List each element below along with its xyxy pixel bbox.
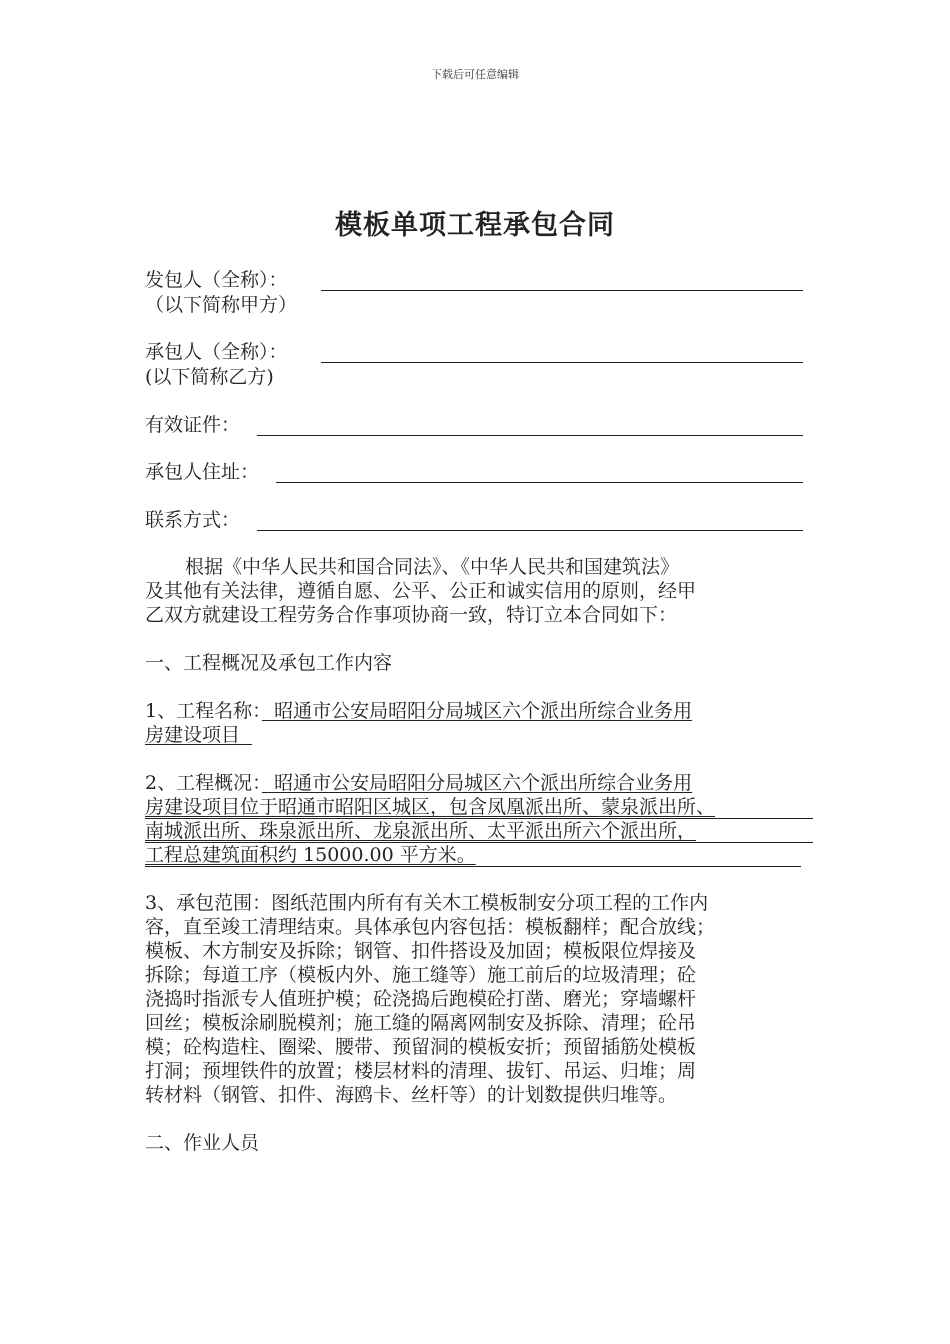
id-label: 有效证件： [145, 414, 241, 436]
scope-line: 打洞；预埋铁件的放置；楼层材料的清理、拔钉、吊运、归堆；周 [145, 1060, 697, 1082]
scope-line: 转材料（钢管、扣件、海鸥卡、丝杆等）的计划数提供归堆等。 [145, 1084, 678, 1106]
contact-label: 联系方式： [145, 509, 241, 531]
employer-blank-line [321, 290, 803, 291]
scope-line: 拆除；每道工序（模板内外、施工缝等）施工前后的垃圾清理；砼 [145, 964, 697, 986]
address-label: 承包人住址： [145, 461, 260, 483]
scope-line: 3、承包范围：图纸范围内所有有关木工模板制安分项工程的工作内 [145, 892, 709, 914]
contact-blank-line [257, 530, 803, 531]
address-blank-line [276, 482, 803, 483]
contract-title: 模板单项工程承包合同 [335, 210, 615, 241]
employer-label: 发包人（全称）： [145, 269, 288, 291]
contractor-alias: (以下简称乙方) [145, 366, 274, 388]
scope-line: 模；砼构造柱、圈梁、腰带、预留洞的模板安折；预留插筋处模板 [145, 1036, 697, 1058]
underline-extension [145, 866, 801, 867]
item1-label: 1、工程名称： [145, 700, 272, 722]
project-overview-value: 南城派出所、珠泉派出所、龙泉派出所、太平派出所六个派出所， [145, 820, 697, 842]
page-header-note: 下载后可任意编辑 [431, 68, 519, 81]
id-blank-line [257, 435, 803, 436]
scope-line: 容，直至竣工清理结束。具体承包内容包括：模板翻样；配合放线； [145, 916, 716, 938]
contractor-blank-line [321, 362, 803, 363]
preamble-line: 根据《中华人民共和国合同法》、《中华人民共和国建筑法》 [185, 556, 680, 578]
section-heading: 一、工程概况及承包工作内容 [145, 652, 393, 674]
project-name-value: 房建设项目 [145, 724, 253, 746]
project-name-value: 昭通市公安局昭阳分局城区六个派出所综合业务用 [262, 700, 693, 722]
scope-line: 回丝；模板涂刷脱模剂；施工缝的隔离网制安及拆除、清理；砼吊 [145, 1012, 697, 1034]
project-overview-value: 房建设项目位于昭通市昭阳区城区，包含凤凰派出所、蒙泉派出所、 [145, 796, 716, 818]
scope-line: 浇捣时指派专人值班护模；砼浇捣后跑模砼打凿、磨光；穿墙螺杆 [145, 988, 697, 1010]
item2-label: 2、工程概况： [145, 772, 272, 794]
project-overview-value: 工程总建筑面积约 15000.00 平方米。 [145, 844, 476, 866]
scope-line: 模板、木方制安及拆除；钢管、扣件搭设及加固；模板限位焊接及 [145, 940, 697, 962]
preamble-line: 及其他有关法律，遵循自愿、公平、公正和诚实信用的原则，经甲 [145, 580, 697, 602]
contractor-label: 承包人（全称）： [145, 341, 288, 363]
preamble-line: 乙双方就建设工程劳务合作事项协商一致，特订立本合同如下： [145, 604, 678, 626]
section-heading: 二、作业人员 [145, 1132, 260, 1154]
project-overview-value: 昭通市公安局昭阳分局城区六个派出所综合业务用 [262, 772, 693, 794]
employer-alias: （以下简称甲方） [145, 294, 298, 316]
